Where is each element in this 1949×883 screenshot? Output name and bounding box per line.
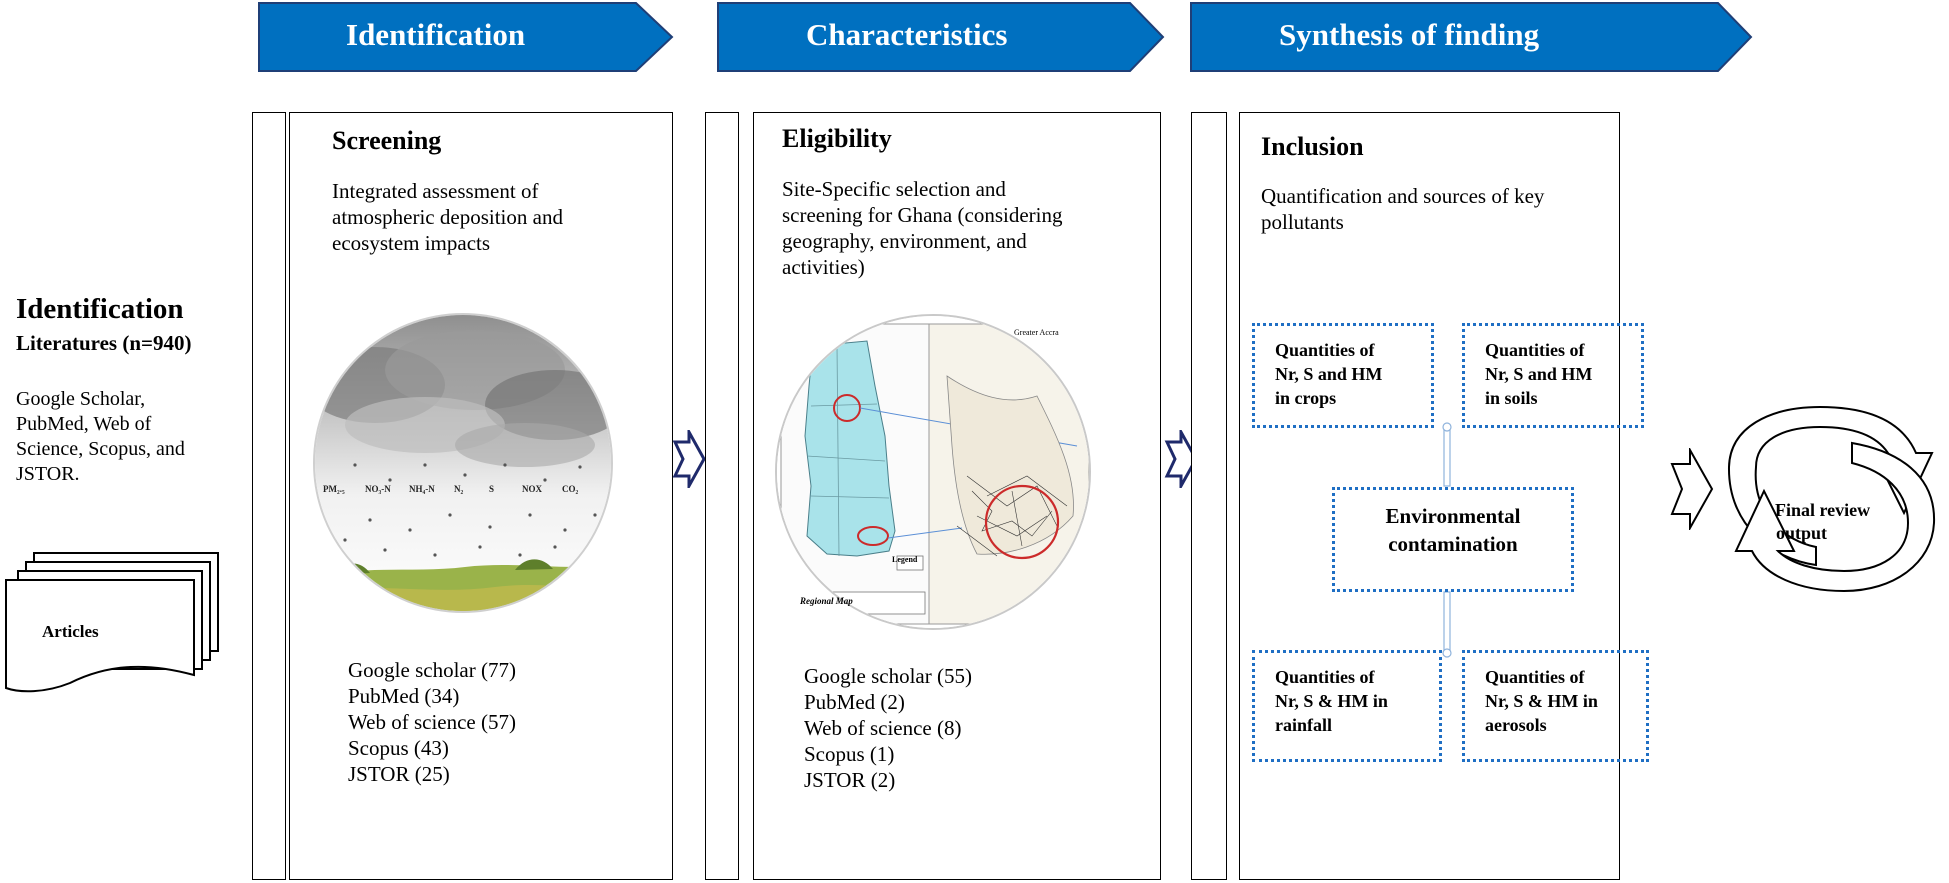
box-line: Environmental xyxy=(1385,504,1521,528)
flow-arrow-icon xyxy=(1670,448,1716,530)
final-review-label xyxy=(1775,499,1870,545)
map-legend-label: Legend xyxy=(892,555,918,564)
map-greater-accra-label: Greater Accra xyxy=(1014,328,1059,337)
sources-list xyxy=(16,387,185,487)
inclusion-description xyxy=(1261,183,1544,235)
screening-databases xyxy=(348,657,516,787)
rainfall-quantities-box xyxy=(1252,650,1442,762)
description-line: geography, environment, and xyxy=(782,229,1027,253)
database-count: JSTOR (2) xyxy=(804,768,896,792)
box-line: Nr, S & HM in xyxy=(1275,691,1388,711)
box-line: in soils xyxy=(1485,388,1538,408)
source-line: PubMed, Web of xyxy=(16,413,152,435)
source-line: JSTOR. xyxy=(16,463,80,485)
database-count: Google scholar (55) xyxy=(804,664,972,688)
final-label-line: Final review xyxy=(1775,500,1871,520)
database-count: Scopus (43) xyxy=(348,736,449,760)
box-line: Quantities of xyxy=(1485,340,1585,360)
articles-stack-icon xyxy=(0,545,230,705)
banner-identification-label: Identification xyxy=(346,17,526,52)
pollutant-pm25: PM₂.₅ xyxy=(323,484,345,494)
box-line: Nr, S and HM xyxy=(1275,364,1383,384)
flow-arrow-icon xyxy=(672,430,708,488)
database-count: Scopus (1) xyxy=(804,742,895,766)
articles-label: Articles xyxy=(42,622,99,641)
pollutant-co2: CO₂ xyxy=(562,484,579,494)
box-line: rainfall xyxy=(1275,715,1332,735)
screening-title: Screening xyxy=(332,126,442,155)
ghana-map-graphic xyxy=(777,316,1091,630)
description-line: Integrated assessment of xyxy=(332,179,539,203)
description-line: Site-Specific selection and xyxy=(782,177,1006,201)
pollutant-no3n: NO₃-N xyxy=(365,484,391,494)
description-line: Quantification and sources of key xyxy=(1261,184,1545,208)
final-label-line: output xyxy=(1776,523,1828,543)
box-line: contamination xyxy=(1388,532,1518,556)
eligibility-databases xyxy=(804,663,972,793)
stage-bar-synthesis xyxy=(1191,112,1227,880)
database-count: JSTOR (25) xyxy=(348,762,450,786)
box-line: Quantities of xyxy=(1275,340,1375,360)
stage-bar-characteristics xyxy=(705,112,739,880)
deposition-illustration xyxy=(313,313,613,613)
map-regional-label: Regional Map xyxy=(800,596,853,606)
identification-heading: Identification xyxy=(16,293,184,325)
ghana-map-illustration xyxy=(775,314,1091,630)
box-line: aerosols xyxy=(1485,715,1547,735)
pollutant-n2: N₂ xyxy=(454,484,464,494)
database-count: PubMed (34) xyxy=(348,684,460,708)
environmental-contamination-box xyxy=(1332,487,1574,592)
box-line: in crops xyxy=(1275,388,1337,408)
description-line: activities) xyxy=(782,255,865,279)
database-count: Google scholar (77) xyxy=(348,658,516,682)
description-line: ecosystem impacts xyxy=(332,231,491,255)
box-line: Quantities of xyxy=(1275,667,1375,687)
source-line: Google Scholar, xyxy=(16,388,146,410)
crops-quantities-box xyxy=(1252,323,1434,428)
pollutant-nh4n: NH₄-N xyxy=(409,484,435,494)
deposition-graphic xyxy=(315,315,613,613)
pollutant-s: S xyxy=(489,484,495,494)
database-count: PubMed (2) xyxy=(804,690,905,714)
eligibility-description xyxy=(782,176,1062,280)
box-line: Nr, S & HM in xyxy=(1485,691,1598,711)
banner-synthesis-label: Synthesis of finding xyxy=(1279,17,1540,52)
eligibility-title: Eligibility xyxy=(782,124,892,153)
aerosols-quantities-box xyxy=(1462,650,1649,762)
stage-bar-identification xyxy=(252,112,286,880)
screening-description xyxy=(332,178,563,256)
database-count: Web of science (57) xyxy=(348,710,516,734)
soils-quantities-box xyxy=(1462,323,1644,428)
cycle-arrows-icon xyxy=(1716,355,1948,635)
pollutant-nox: NOX xyxy=(522,484,542,494)
literatures-count: Literatures (n=940) xyxy=(16,331,192,355)
description-line: pollutants xyxy=(1261,210,1344,234)
box-line: Nr, S and HM xyxy=(1485,364,1593,384)
banner-characteristics-label: Characteristics xyxy=(806,17,1008,52)
source-line: Science, Scopus, and xyxy=(16,438,185,460)
description-line: screening for Ghana (considering xyxy=(782,203,1063,227)
inclusion-title: Inclusion xyxy=(1261,132,1364,161)
box-line: Quantities of xyxy=(1485,667,1585,687)
description-line: atmospheric deposition and xyxy=(332,205,563,229)
database-count: Web of science (8) xyxy=(804,716,962,740)
